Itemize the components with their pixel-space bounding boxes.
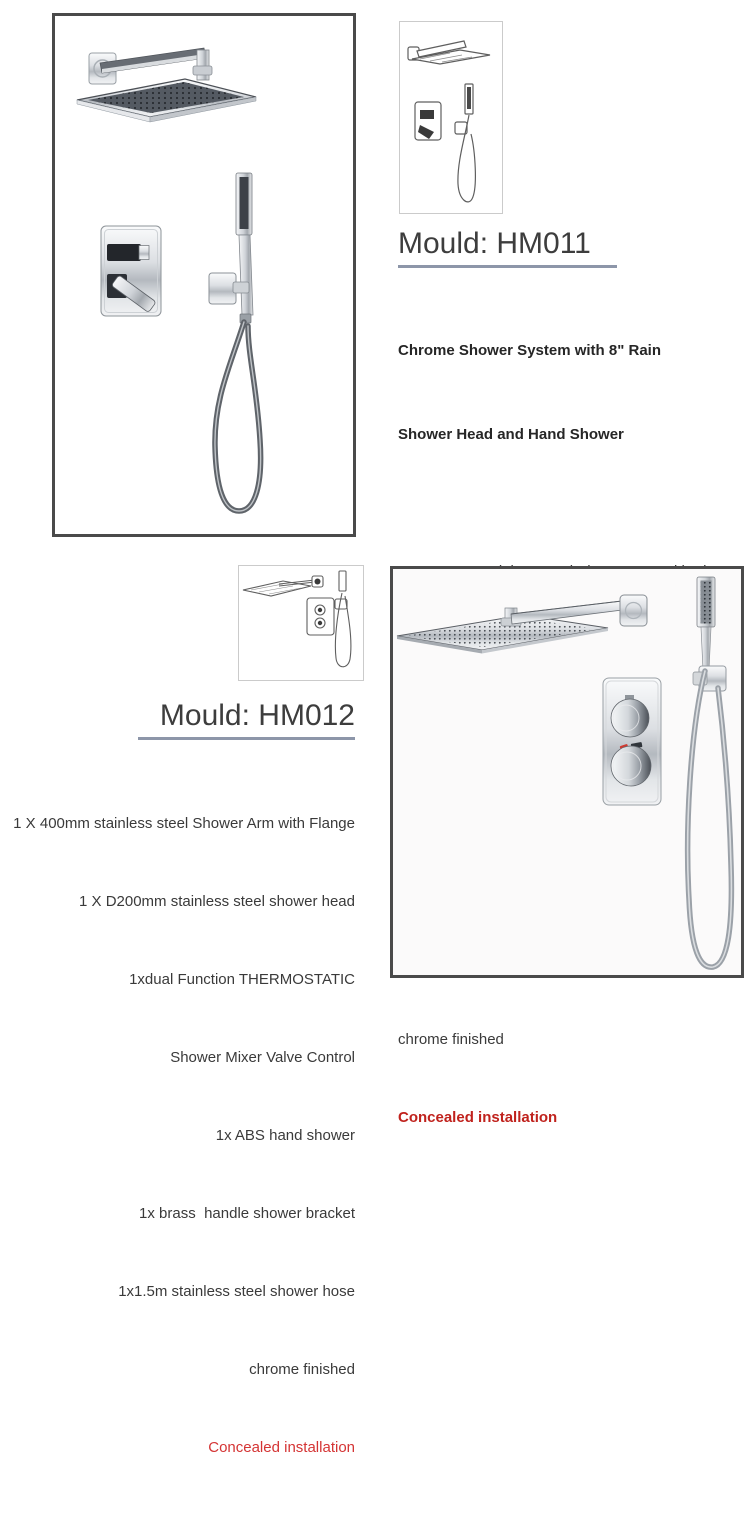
spec-line: Shower Mixer Valve Control <box>170 1049 355 1066</box>
spec-line: 1xdual Function THERMOSTATIC <box>129 971 355 988</box>
rain-shower-system-photo-icon <box>55 16 353 534</box>
spec-line: 1x ABS hand shower <box>215 1127 355 1144</box>
product-photo-hm012[interactable] <box>390 566 744 978</box>
concealed-installation-note: Concealed installation <box>208 1439 355 1456</box>
title-underline <box>398 265 617 268</box>
spec-line: 1 X D200mm stainless steel shower head <box>79 893 355 910</box>
shower-arm-flange <box>89 48 212 84</box>
title-underline <box>138 737 355 740</box>
spec-line: 1x1.5m stainless steel shower hose <box>118 1283 355 1300</box>
sketch-rain-head <box>243 576 323 596</box>
spec-line: chrome finished <box>249 1361 355 1378</box>
product-heading <box>398 281 750 505</box>
shower-hose <box>688 671 732 967</box>
product-title: Mould: HM012 <box>159 699 355 732</box>
spec-line: 1x brass handle shower bracket <box>139 1205 355 1222</box>
shower-system-sketch-icon <box>400 22 502 213</box>
product-title: Mould: HM011 <box>398 227 591 260</box>
heading-line: Chrome Shower System with 8" Rain <box>398 342 662 359</box>
shower-arm-flange <box>511 595 647 626</box>
spec-line: chrome finished <box>398 1031 504 1048</box>
sketch-thermostatic-valve <box>307 598 334 635</box>
spec-list <box>0 759 355 1513</box>
thermostatic-shower-sketch-icon <box>239 566 363 680</box>
thermostatic-valve-control <box>603 678 661 805</box>
product-thumbnail-hm011[interactable] <box>399 21 503 214</box>
flow-knob <box>611 746 651 786</box>
rain-shower-head <box>77 79 256 122</box>
spec-line: 1 X 400mm stainless steel Shower Arm with Flange <box>13 815 355 832</box>
product-photo-hm011[interactable] <box>52 13 356 537</box>
thermostatic-shower-system-photo-icon <box>393 569 741 975</box>
shower-hose <box>215 322 261 511</box>
heading-line: Shower Head and Hand Shower <box>398 426 624 443</box>
sketch-hand-shower <box>335 571 351 667</box>
hand-shower <box>209 173 261 511</box>
sketch-rain-head <box>408 41 490 64</box>
mixer-valve-control <box>101 226 161 316</box>
sketch-hand-shower <box>455 84 475 202</box>
temperature-knob <box>611 699 649 737</box>
product-info-hm012 <box>0 698 355 1513</box>
concealed-installation-note: Concealed installation <box>398 1109 558 1126</box>
product-thumbnail-hm012[interactable] <box>238 565 364 681</box>
hand-shower <box>688 577 732 967</box>
sketch-mixer-valve <box>415 102 441 140</box>
